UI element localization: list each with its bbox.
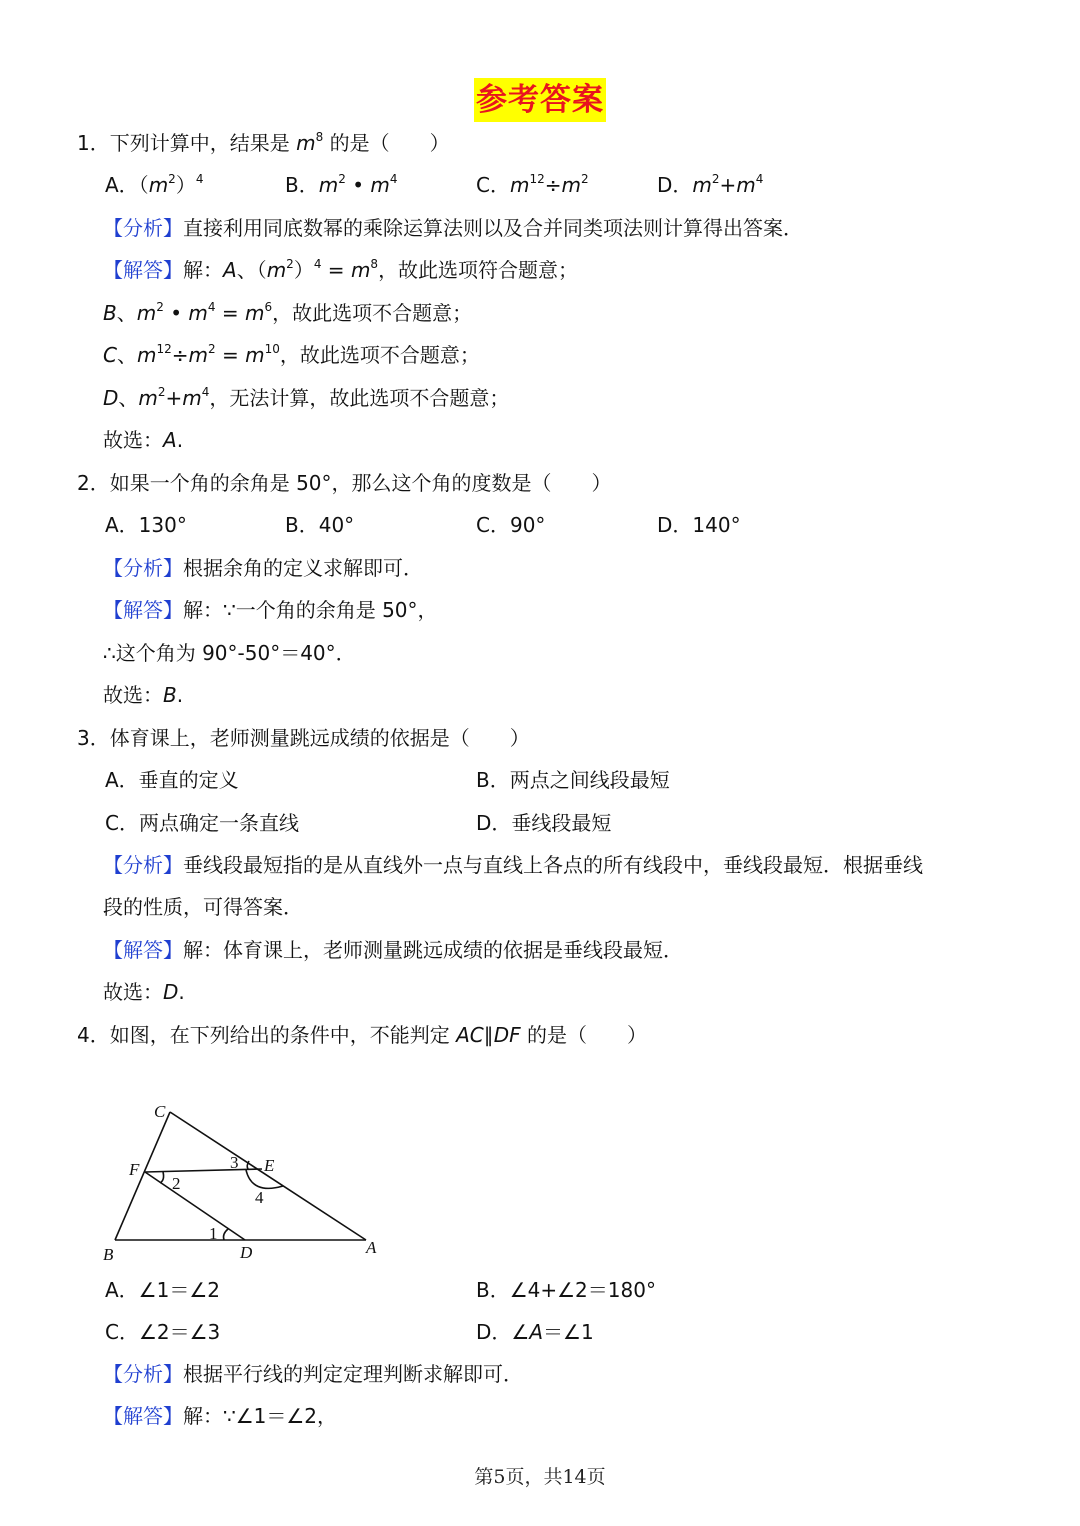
text-run: 4．如图，在下列给出的条件中，不能判定 bbox=[77, 1023, 457, 1047]
text-run: C． bbox=[476, 173, 510, 197]
text-run: + bbox=[719, 173, 737, 197]
text-run: A．垂直的定义 bbox=[105, 768, 239, 792]
math-variable: B bbox=[163, 683, 177, 707]
text-run: = bbox=[215, 301, 245, 325]
superscript: 12 bbox=[156, 342, 172, 356]
text-run: D．140° bbox=[657, 513, 741, 537]
label-d: D bbox=[240, 1243, 253, 1262]
math-variable: D bbox=[103, 386, 119, 410]
math-variable: m bbox=[138, 386, 158, 410]
text-run: 解：体育课上，老师测量跳远成绩的依据是垂线段最短． bbox=[183, 938, 683, 962]
text-run: 解：∵一个角的余角是 50°， bbox=[183, 598, 438, 622]
math-variable: m bbox=[245, 343, 265, 367]
text-run: 、 bbox=[116, 343, 137, 367]
superscript: 10 bbox=[264, 342, 280, 356]
text-run: C．两点确定一条直线 bbox=[105, 811, 299, 835]
text-run: C．90° bbox=[476, 513, 546, 537]
text-run: . bbox=[176, 683, 184, 707]
text-run: ） bbox=[293, 258, 314, 282]
label-angle-4: 4 bbox=[255, 1188, 264, 1207]
text-run: D．∠ bbox=[476, 1320, 530, 1344]
math-variable: m bbox=[266, 258, 287, 282]
section-tag: 【解答】 bbox=[103, 598, 183, 622]
segment-cb bbox=[115, 1112, 170, 1240]
text-run: 直接利用同底数幂的乘除运算法则以及合并同类项法则计算得出答案． bbox=[183, 216, 803, 240]
superscript: 2 bbox=[711, 172, 720, 186]
math-variable: AC∥DF bbox=[456, 1023, 521, 1047]
label-f: F bbox=[129, 1160, 140, 1179]
text-run: ，故此选项符合题意； bbox=[378, 258, 579, 282]
superscript: 2 bbox=[168, 172, 176, 186]
text-run: 、 bbox=[116, 301, 137, 325]
text-run: 故选： bbox=[103, 980, 163, 1004]
section-tag: 【分析】 bbox=[103, 853, 183, 877]
text-run: ∴这个角为 90°-50°＝40°． bbox=[103, 641, 356, 665]
math-variable: D bbox=[163, 980, 179, 1004]
superscript: 6 bbox=[264, 300, 273, 314]
text-run: 根据平行线的判定定理判断求解即可． bbox=[183, 1362, 523, 1386]
text-run: B．∠4+∠2＝180° bbox=[476, 1278, 656, 1302]
text-run: 2．如果一个角的余角是 50°，那么这个角的度数是（ ） bbox=[77, 471, 612, 495]
angle-2-arc bbox=[160, 1172, 164, 1183]
superscript: 8 bbox=[315, 130, 324, 144]
text-run: 、（ bbox=[236, 258, 267, 282]
text-run: = bbox=[321, 258, 351, 282]
superscript: 4 bbox=[195, 172, 204, 186]
section-tag: 【解答】 bbox=[103, 258, 183, 282]
text-run: 3．体育课上，老师测量跳远成绩的依据是（ ） bbox=[77, 726, 530, 750]
text-run: ＝∠1 bbox=[543, 1320, 594, 1344]
superscript: 2 bbox=[157, 385, 166, 399]
text-run: 的是（ ） bbox=[323, 131, 450, 155]
superscript: 2 bbox=[286, 257, 294, 271]
label-angle-3: 3 bbox=[230, 1153, 239, 1172]
label-e: E bbox=[264, 1156, 275, 1175]
text-run: . bbox=[178, 980, 185, 1004]
text-run: D．垂线段最短 bbox=[476, 811, 612, 835]
text-run: C．∠2＝∠3 bbox=[105, 1320, 221, 1344]
page-title: 参考答案 bbox=[474, 78, 606, 122]
math-variable: m bbox=[350, 258, 371, 282]
text-run: ，无法计算，故此选项不合题意； bbox=[209, 386, 510, 410]
text-run: 的是（ ） bbox=[520, 1023, 648, 1047]
superscript: 4 bbox=[207, 300, 216, 314]
text-run: ÷ bbox=[171, 343, 189, 367]
text-run: • bbox=[345, 173, 371, 197]
text-run: 1．下列计算中，结果是 bbox=[77, 131, 297, 155]
superscript: 2 bbox=[207, 342, 216, 356]
text-run: 、 bbox=[118, 386, 139, 410]
text-run: 故选： bbox=[103, 428, 163, 452]
math-variable: m bbox=[136, 301, 157, 325]
text-run: B．两点之间线段最短 bbox=[476, 768, 670, 792]
text-run: • bbox=[163, 301, 189, 325]
text-run: 垂线段最短指的是从直线外一点与直线上各点的所有线段中，垂线段最短．根据垂线 bbox=[183, 853, 923, 877]
section-tag: 【解答】 bbox=[103, 938, 183, 962]
text-run: = bbox=[215, 343, 246, 367]
label-a: A bbox=[366, 1238, 377, 1257]
superscript: 2 bbox=[338, 172, 346, 186]
math-variable: m bbox=[182, 386, 202, 410]
text-run: ） bbox=[175, 173, 196, 197]
math-variable: m bbox=[296, 131, 316, 155]
math-variable: m bbox=[736, 173, 756, 197]
text-run: B．40° bbox=[285, 513, 355, 537]
math-variable: m bbox=[244, 301, 265, 325]
text-run: 解：∵∠1＝∠2， bbox=[183, 1404, 338, 1428]
text-run: ，故此选项不合题意； bbox=[279, 343, 480, 367]
math-variable: m bbox=[188, 343, 208, 367]
math-variable: m bbox=[318, 173, 339, 197]
label-angle-1: 1 bbox=[209, 1224, 218, 1243]
text-run: D． bbox=[657, 173, 693, 197]
math-variable: m bbox=[509, 173, 530, 197]
label-angle-2: 2 bbox=[172, 1174, 181, 1193]
superscript: 4 bbox=[755, 172, 764, 186]
math-variable: B bbox=[103, 301, 117, 325]
superscript: 2 bbox=[580, 172, 589, 186]
math-variable: m bbox=[561, 173, 581, 197]
math-variable: m bbox=[136, 343, 157, 367]
math-variable: A bbox=[163, 428, 177, 452]
superscript: 2 bbox=[156, 300, 164, 314]
page-footer: 第5页，共14页 bbox=[474, 1466, 606, 1488]
superscript: 4 bbox=[389, 172, 398, 186]
text-run: 解： bbox=[183, 258, 223, 282]
label-b: B bbox=[103, 1245, 114, 1264]
section-tag: 【分析】 bbox=[103, 1362, 183, 1386]
math-variable: A bbox=[529, 1320, 544, 1344]
math-variable: m bbox=[370, 173, 390, 197]
text-run: ，故此选项不合题意； bbox=[272, 301, 473, 325]
text-run: . bbox=[176, 428, 184, 452]
angle-1-arc bbox=[224, 1229, 229, 1240]
section-tag: 【分析】 bbox=[103, 216, 183, 240]
superscript: 12 bbox=[529, 172, 545, 186]
text-run: A．（ bbox=[105, 173, 149, 197]
math-variable: m bbox=[148, 173, 169, 197]
math-variable: m bbox=[692, 173, 712, 197]
math-variable: A bbox=[223, 258, 237, 282]
text-run: + bbox=[165, 386, 183, 410]
segment-fe bbox=[145, 1169, 262, 1172]
section-tag: 【解答】 bbox=[103, 1404, 183, 1428]
text-run: 段的性质，可得答案． bbox=[103, 895, 303, 919]
text-run: 根据余角的定义求解即可． bbox=[183, 556, 423, 580]
superscript: 4 bbox=[313, 257, 322, 271]
segment-ca bbox=[170, 1112, 366, 1240]
angle-3-arc bbox=[247, 1161, 249, 1169]
superscript: 8 bbox=[370, 257, 379, 271]
superscript: 4 bbox=[201, 385, 210, 399]
math-variable: m bbox=[188, 301, 208, 325]
text-run: B． bbox=[285, 173, 319, 197]
label-c: C bbox=[154, 1102, 166, 1121]
section-tag: 【分析】 bbox=[103, 556, 183, 580]
text-run: A．∠1＝∠2 bbox=[105, 1278, 220, 1302]
text-run: A．130° bbox=[105, 513, 187, 537]
text-run: ÷ bbox=[544, 173, 562, 197]
text-run: 故选： bbox=[103, 683, 163, 707]
math-variable: C bbox=[103, 343, 117, 367]
